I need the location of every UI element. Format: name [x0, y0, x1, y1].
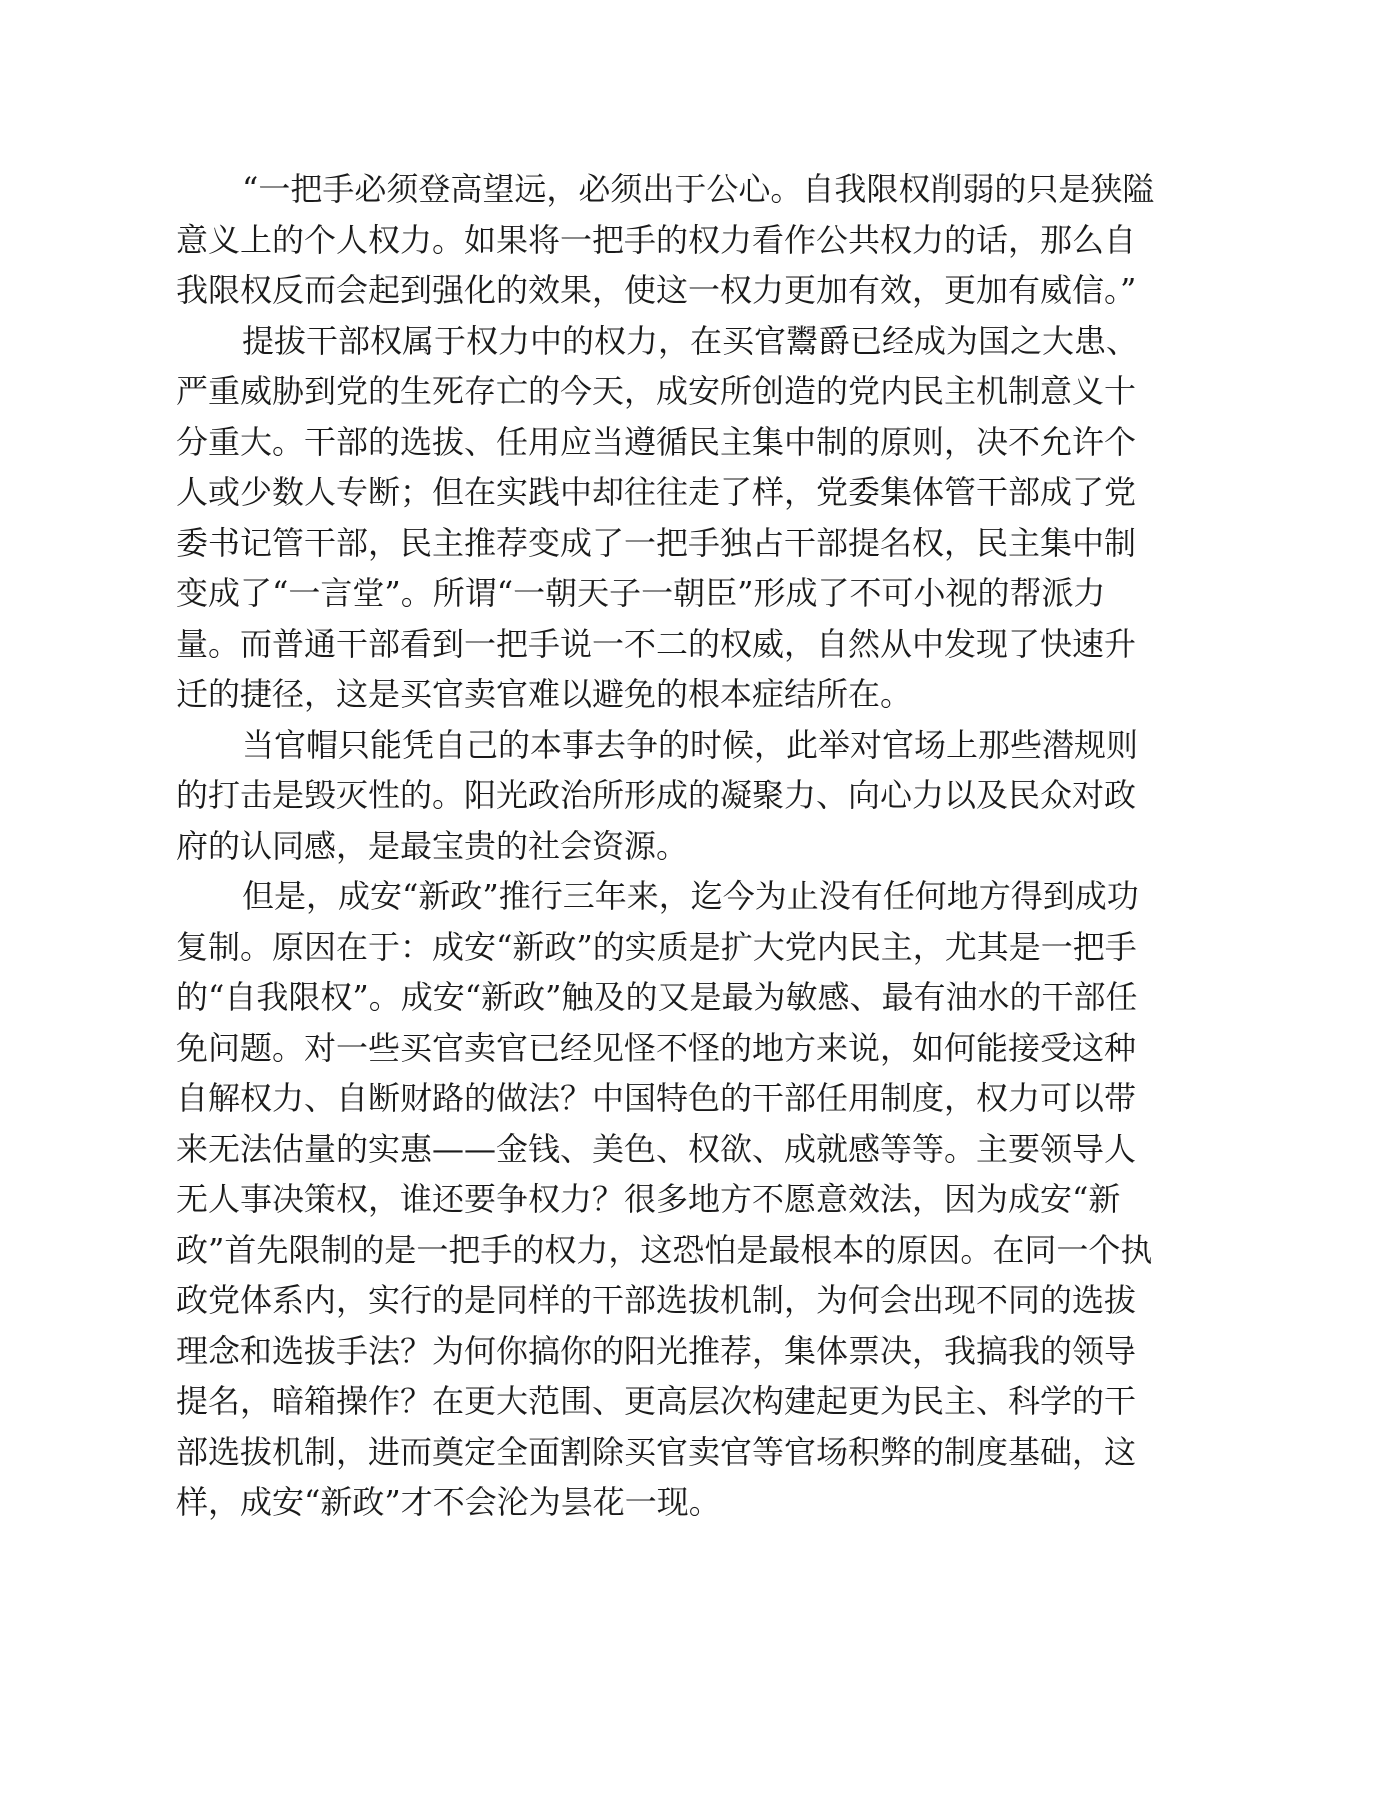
text-line: 迁的捷径，这是买官卖官难以避免的根本症结所在。: [176, 675, 913, 713]
text-line: 府的认同感，是最宝贵的社会资源。: [176, 826, 689, 865]
text-line: 免问题。对一些买官卖官已经见怪不怪的地方来说，如何能接受这种: [176, 1028, 1137, 1067]
text-line: 量。而普通干部看到一把手说一不二的权威，自然从中发现了快速升: [176, 624, 1137, 663]
text-line: 分重大。干部的选拔、任用应当遵循民主集中制的原则，决不允许个: [176, 422, 1137, 461]
text-line: 但是，成安“新政”推行三年来，迄今为止没有任何地方得到成功: [242, 877, 1139, 915]
text-line: 政”首先限制的是一把手的权力，这恐怕是最根本的原因。在同一个执: [176, 1230, 1153, 1269]
text-line: 提拔干部权属于权力中的权力，在买官鬻爵已经成为国之大患、: [242, 321, 1139, 360]
paragraph-1: [176, 164, 1216, 316]
paragraph-3: [176, 720, 1216, 872]
text-line: 变成了“一言堂”。所谓“一朝天子一朝臣”形成了不可小视的帮派力: [176, 574, 1106, 612]
document-body: [176, 164, 1216, 1528]
paragraph-2: [176, 316, 1216, 720]
text-line: 意义上的个人权力。如果将一把手的权力看作公共权力的话，那么自: [176, 220, 1137, 259]
text-line: “一把手必须登高望远，必须出于公心。自我限权削弱的只是狭隘: [242, 170, 1155, 208]
text-line: 我限权反而会起到强化的效果，使这一权力更加有效，更加有威信。”: [176, 271, 1137, 309]
text-line: 部选拔机制，进而奠定全面割除买官卖官等官场积弊的制度基础，这: [176, 1432, 1137, 1471]
text-line: 严重威胁到党的生死存亡的今天，成安所创造的党内民主机制意义十: [176, 372, 1137, 410]
text-line: 委书记管干部，民主推荐变成了一把手独占干部提名权，民主集中制: [176, 523, 1137, 562]
text-line: 的打击是毁灭性的。阳光政治所形成的凝聚力、向心力以及民众对政: [176, 776, 1137, 814]
text-line: 人或少数人专断；但在实践中却往往走了样，党委集体管干部成了党: [176, 473, 1137, 511]
text-line: 复制。原因在于：成安“新政”的实质是扩大党内民主，尤其是一把手: [176, 927, 1137, 966]
paragraph-4: [176, 871, 1216, 1528]
text-line: 样，成安“新政”才不会沦为昙花一现。: [176, 1483, 721, 1521]
text-line: 当官帽只能凭自己的本事去争的时候，此举对官场上那些潜规则: [242, 725, 1139, 764]
text-line: 理念和选拔手法？为何你搞你的阳光推荐，集体票决，我搞我的领导: [176, 1331, 1137, 1370]
text-line: 自解权力、自断财路的做法？中国特色的干部任用制度，权力可以带: [176, 1079, 1137, 1117]
text-line: 来无法估量的实惠——金钱、美色、权欲、成就感等等。主要领导人: [176, 1129, 1137, 1168]
text-line: 无人事决策权，谁还要争权力？很多地方不愿意效法，因为成安“新: [176, 1180, 1121, 1218]
text-line: 政党体系内，实行的是同样的干部选拔机制，为何会出现不同的选拔: [176, 1281, 1137, 1319]
text-line: 的“自我限权”。成安“新政”触及的又是最为敏感、最有油水的干部任: [176, 978, 1138, 1016]
text-line: 提名，暗箱操作？在更大范围、更高层次构建起更为民主、科学的干: [176, 1382, 1137, 1420]
